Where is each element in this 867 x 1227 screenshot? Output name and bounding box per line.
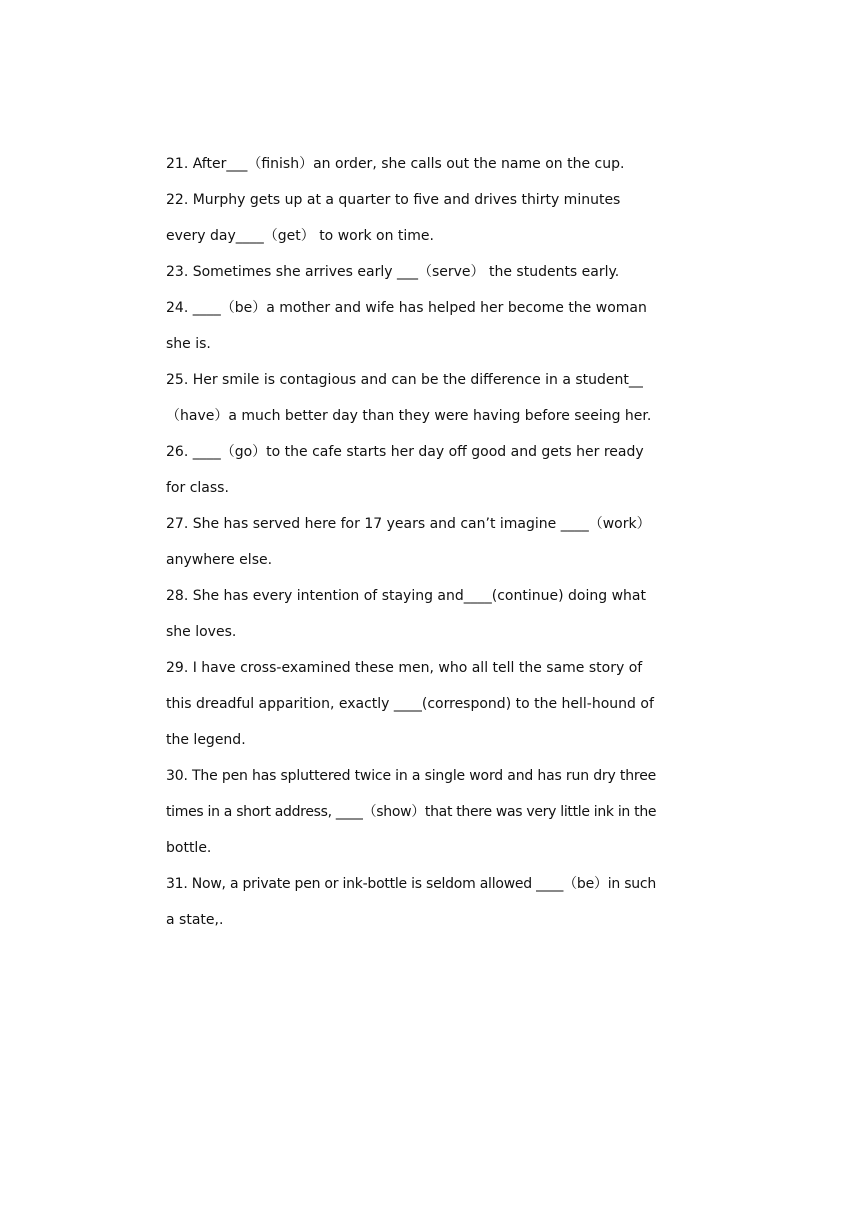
question-22-line-2: every day____（get） to work on time.: [166, 228, 434, 244]
question-24-line-1: 24. ____（be）a mother and wife has helped her become the woman: [166, 300, 647, 316]
question-30-line-3: bottle.: [166, 840, 212, 856]
question-29-line-3: the legend.: [166, 732, 246, 748]
question-27-line-2: anywhere else.: [166, 552, 273, 568]
question-21-line: 21. After___（finish）an order, she calls out the name on the cup.: [166, 156, 625, 172]
question-28-line-2: she loves.: [166, 624, 237, 640]
question-31-line-1: 31. Now, a private pen or ink-bottle is seldom allowed ____（be）in such: [166, 876, 656, 892]
question-22-line-1: 22. Murphy gets up at a quarter to five and drives thirty minutes: [166, 192, 621, 208]
question-25-line-2: （have）a much better day than they were having before seeing her.: [166, 408, 652, 424]
question-26-line-1: 26. ____（go）to the cafe starts her day off good and gets her ready: [166, 444, 644, 460]
question-23-line: 23. Sometimes she arrives early ___（serve） the students early.: [166, 264, 620, 280]
question-27-line-1: 27. She has served here for 17 years and can’t imagine ____（work）: [166, 516, 651, 532]
question-31-line-2: a state,.: [166, 912, 224, 928]
question-25-line-1: 25. Her smile is contagious and can be the difference in a student__: [166, 372, 643, 388]
question-29-line-2: this dreadful apparition, exactly ____(correspond) to the hell-hound of: [166, 696, 654, 712]
question-30-line-2: times in a short address, ____（show）that there was very little ink in the: [166, 804, 657, 820]
question-29-line-1: 29. I have cross-examined these men, who all tell the same story of: [166, 660, 643, 676]
question-26-line-2: for class.: [166, 480, 229, 496]
exercise-text: [166, 146, 656, 938]
question-24-line-2: she is.: [166, 336, 211, 352]
question-28-line-1: 28. She has every intention of staying and____(continue) doing what: [166, 588, 646, 604]
question-30-line-1: 30. The pen has spluttered twice in a single word and has run dry three: [166, 768, 657, 784]
